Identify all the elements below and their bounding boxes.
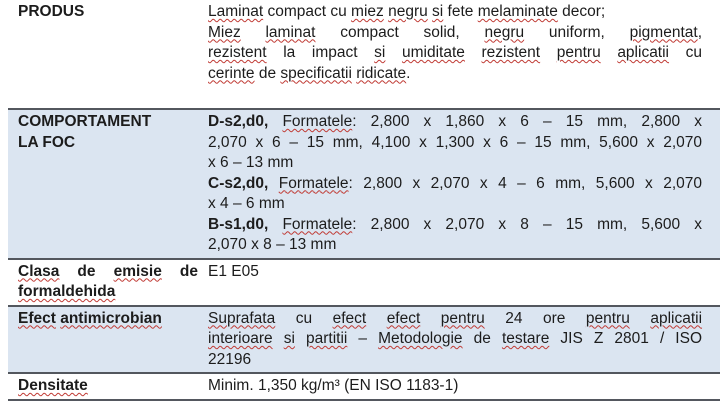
row-label <box>8 374 208 399</box>
text-line <box>208 112 702 133</box>
row-label <box>8 0 208 108</box>
row-content <box>208 110 720 258</box>
text-segment: de <box>462 330 502 347</box>
text-segment: PRODUS <box>18 3 85 20</box>
misspelled-word: negru <box>484 23 525 41</box>
text-line <box>208 350 702 371</box>
text-segment: : 2,800 x 2,070 x 4 – 6 mm, 5,600 x 2,070 <box>348 174 702 192</box>
text-segment: 2,070 x 8 – 13 mm <box>208 236 337 253</box>
text-segment <box>630 310 651 327</box>
text-segment: Minim. 1,350 kg/m³ (EN ISO 1183-1) <box>208 377 459 394</box>
text-line <box>208 133 702 154</box>
misspelled-word: testare <box>501 330 550 347</box>
misspelled-word: si <box>432 3 444 20</box>
text-line <box>18 376 198 397</box>
text-segment <box>241 24 266 41</box>
text-segment: 2,070 x 6 – 15 mm, 4,100 x 1,300 x 6 – 15 mm, 5,600 x 2,070 <box>208 133 702 151</box>
text-line <box>18 262 198 283</box>
misspelled-word: pigmentat <box>629 23 698 41</box>
text-line <box>208 194 702 215</box>
misspelled-word: aplicatii <box>617 44 670 61</box>
misspelled-word: negru <box>388 3 428 20</box>
misspelled-word: Efect <box>18 309 56 327</box>
misspelled-word: interioare <box>208 330 273 347</box>
text-segment <box>366 310 387 327</box>
spec-table <box>8 0 720 401</box>
misspelled-word: emisie <box>113 262 162 280</box>
misspelled-word: pentru <box>585 309 630 327</box>
misspelled-word: partitii <box>305 330 348 347</box>
row-label <box>8 110 208 258</box>
row-content <box>208 0 720 108</box>
text-segment: fete <box>443 3 478 20</box>
text-segment <box>601 44 618 61</box>
text-segment <box>273 330 284 347</box>
text-line <box>208 262 702 283</box>
misspelled-word: si <box>374 44 386 61</box>
misspelled-word: pentru <box>556 44 601 61</box>
misspelled-word: Formatele <box>282 113 353 130</box>
text-line <box>208 215 702 236</box>
text-segment: : 2,800 x 1,860 x 6 – 15 mm, 2,800 x <box>352 113 702 130</box>
text-line <box>208 2 702 23</box>
text-segment: B-s1,d0, <box>208 215 269 233</box>
text-segment <box>385 44 402 61</box>
text-segment: C-s2,d0, <box>208 174 269 192</box>
misspelled-word: laminat <box>265 23 316 41</box>
text-segment: la impact <box>266 44 375 61</box>
row-label <box>8 307 208 373</box>
text-line <box>208 329 702 350</box>
misspelled-word: aplicatii <box>650 309 703 327</box>
misspelled-word: umiditate <box>401 44 465 61</box>
misspelled-word: Suprafata <box>208 309 276 327</box>
text-line <box>208 153 702 174</box>
misspelled-word: Metodologie <box>378 330 463 347</box>
table-row <box>8 258 720 305</box>
text-line <box>208 376 702 397</box>
text-segment <box>540 44 557 61</box>
text-line <box>208 309 702 330</box>
misspelled-word: Formatele <box>282 215 353 233</box>
row-content <box>208 374 720 399</box>
table-row <box>8 305 720 373</box>
text-segment: de <box>254 64 281 82</box>
misspelled-word: antimicrobian <box>60 309 162 327</box>
text-line <box>18 112 198 133</box>
text-segment: uniform, <box>524 23 630 41</box>
table-row <box>8 0 720 108</box>
text-line <box>208 23 702 44</box>
text-segment: de <box>59 262 114 280</box>
text-segment: D-s2,d0, <box>208 113 269 130</box>
text-segment: cu <box>669 44 703 61</box>
text-segment: 24 ore <box>484 309 586 327</box>
table-row <box>8 372 720 399</box>
misspelled-word: pentru <box>440 309 485 327</box>
text-segment: : 2,800 x 2,070 x 8 – 15 mm, 5,600 x <box>352 215 702 233</box>
text-segment: compact solid, <box>315 23 485 41</box>
text-segment <box>295 330 306 347</box>
text-segment <box>268 113 282 130</box>
row-content <box>208 260 720 305</box>
misspelled-word: si <box>283 330 295 347</box>
text-segment <box>465 44 482 61</box>
text-segment: decor; <box>557 3 606 20</box>
text-line <box>208 64 702 85</box>
misspelled-word: Densitate <box>18 377 88 394</box>
misspelled-word: rezistent <box>208 44 267 61</box>
text-segment: . <box>406 64 411 82</box>
text-segment: , <box>697 23 702 41</box>
misspelled-word: formaldehida <box>18 283 116 300</box>
misspelled-word: Formatele <box>278 174 349 192</box>
text-segment: E1 E05 <box>208 262 259 280</box>
text-line <box>208 174 702 195</box>
row-content <box>208 307 720 373</box>
misspelled-word: cerinte <box>208 64 255 82</box>
misspelled-word: specificatii <box>280 64 352 82</box>
misspelled-word: efect <box>386 309 421 327</box>
text-segment: compact cu <box>263 3 352 20</box>
text-line <box>208 235 702 256</box>
text-line <box>18 2 198 23</box>
text-line <box>208 43 702 64</box>
text-line <box>18 133 198 154</box>
text-segment: de <box>161 262 198 280</box>
misspelled-word: Clasa <box>18 262 60 280</box>
misspelled-word: ridicate <box>356 64 407 82</box>
text-segment: x 4 – 6 mm <box>208 195 285 212</box>
misspelled-word: rezistent <box>481 44 541 61</box>
text-line <box>18 282 198 303</box>
misspelled-word: efect <box>332 309 367 327</box>
text-segment: 22196 <box>208 350 252 368</box>
table-row <box>8 108 720 258</box>
text-segment: cu <box>275 309 333 327</box>
text-segment: – <box>347 330 379 347</box>
text-segment: LA FOC <box>18 133 76 151</box>
text-segment <box>268 175 278 192</box>
misspelled-word: miez <box>351 3 384 20</box>
text-line <box>18 309 198 330</box>
misspelled-word: melaminate <box>477 3 558 20</box>
text-segment: COMPORTAMENT <box>18 113 152 130</box>
misspelled-word: Miez <box>208 23 241 41</box>
text-segment <box>420 310 441 327</box>
text-segment: x 6 – 13 mm <box>208 154 294 171</box>
text-segment <box>268 216 282 233</box>
row-label <box>8 260 208 305</box>
text-segment: JIS Z 2801 / ISO <box>549 330 703 347</box>
misspelled-word: Laminat <box>208 3 264 20</box>
